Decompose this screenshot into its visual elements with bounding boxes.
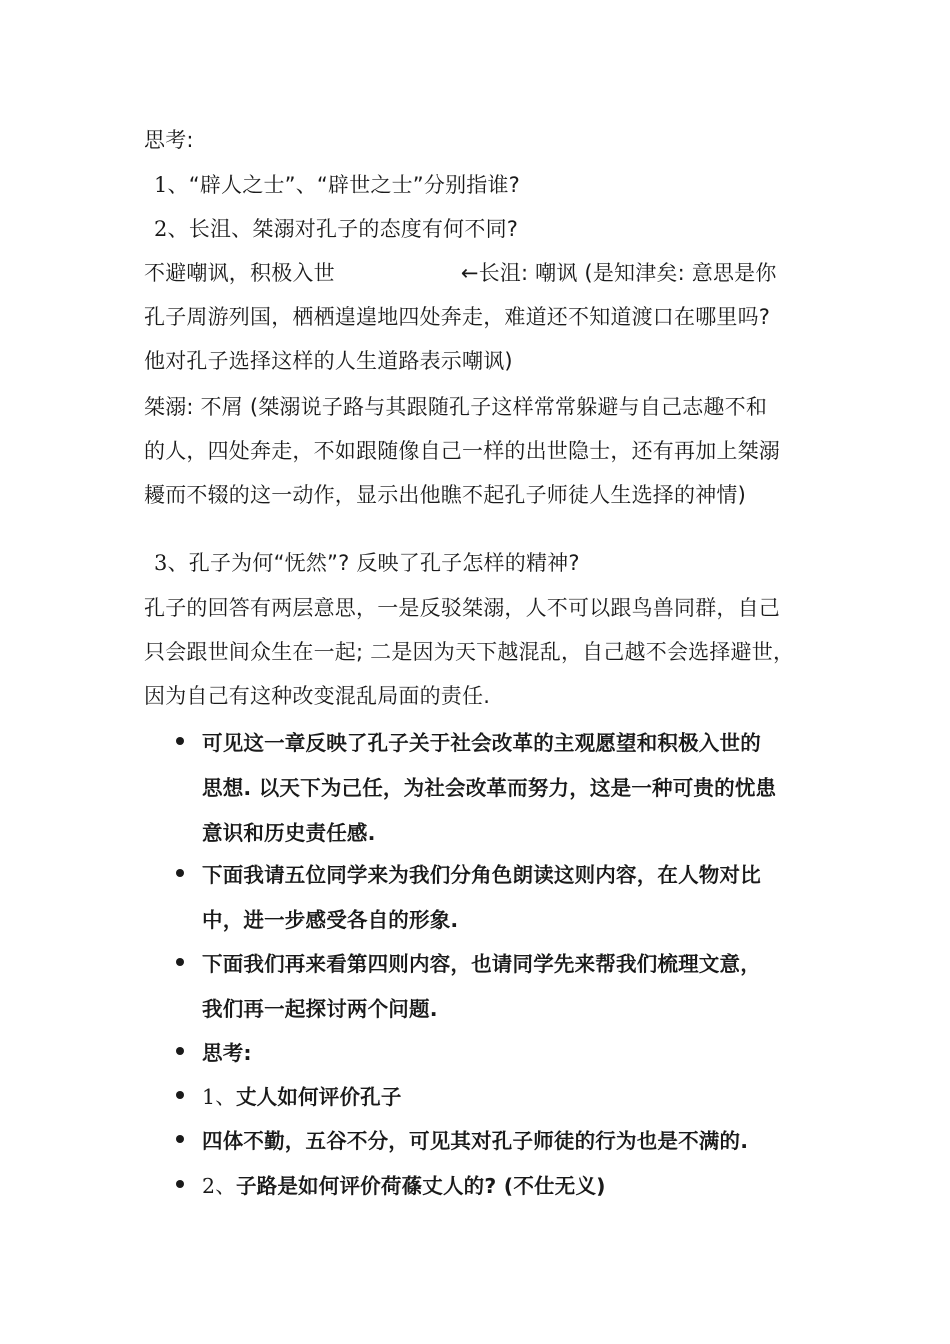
answer-3-line-3: 因为自己有这种改变混乱局面的责任. xyxy=(144,684,491,708)
bullet-line: 下面我请五位同学来为我们分角色朗读这则内容，在人物对比 xyxy=(202,863,761,887)
bullet-number: 1、 xyxy=(202,1085,236,1109)
answer-2-line-5: 的人，四处奔走，不如跟随像自己一样的出世隐士，还有再加上桀溺 xyxy=(144,439,780,463)
bullet-line xyxy=(202,1080,402,1110)
bullet-line: 下面我们再来看第四则内容，也请同学先来帮我们梳理文意， xyxy=(202,952,761,976)
answer-3-line-2: 只会跟世间众生在一起; 二是因为天下越混乱，自己越不会选择避世， xyxy=(144,640,795,664)
answer-2-line-4: 桀溺: 不屑 (桀溺说子路与其跟随孔子这样常常躲避与自己志趣不和 xyxy=(144,395,768,419)
question-2-number: 2、 xyxy=(154,217,189,241)
answer-2-line-1-left: 不避嘲讽，积极入世 xyxy=(144,261,335,285)
question-2-text: 长沮、桀溺对孔子的态度有何不同? xyxy=(188,217,519,241)
answer-2-line-1 xyxy=(144,258,777,288)
bullet-dot xyxy=(176,1091,184,1099)
bullet-line: 四体不勤，五谷不分，可见其对孔子师徒的行为也是不满的. xyxy=(202,1129,749,1153)
bullet-line: 思想. 以天下为己任，为社会改革而努力，这是一种可贵的忧患 xyxy=(202,776,777,800)
bullet-line: 中，进一步感受各自的形象. xyxy=(202,908,459,932)
bullet-dot xyxy=(176,1047,184,1055)
think-heading: 思考: xyxy=(144,128,194,152)
bullet-dot xyxy=(176,958,184,966)
bullet-line: 意识和历史责任感. xyxy=(202,821,376,845)
answer-3-line-1: 孔子的回答有两层意思，一是反驳桀溺，人不可以跟鸟兽同群，自己 xyxy=(144,596,780,620)
bullet-line-text: 子路是如何评价荷蓧丈人的? (不仕无义) xyxy=(235,1174,606,1198)
bullet-dot xyxy=(176,1180,184,1188)
bullet-dot xyxy=(176,869,184,877)
bullet-dot xyxy=(176,1135,184,1143)
answer-2-line-1-right: ←长沮: 嘲讽 (是知津矣: 意思是你 xyxy=(460,261,777,285)
answer-2-line-6: 耰而不辍的这一动作，显示出他瞧不起孔子师徒人生选择的神情) xyxy=(144,483,746,507)
question-3-number: 3、 xyxy=(154,551,189,575)
bullet-line: 可见这一章反映了孔子关于社会改革的主观愿望和积极入世的 xyxy=(202,731,761,755)
bullet-line xyxy=(202,1169,606,1199)
bullet-number: 2、 xyxy=(202,1174,236,1198)
question-1 xyxy=(154,170,520,200)
bullet-line-text: 丈人如何评价孔子 xyxy=(235,1085,402,1109)
question-3 xyxy=(154,548,580,578)
answer-2-line-3: 他对孔子选择这样的人生道路表示嘲讽) xyxy=(144,349,513,373)
question-1-text: “辟人之士”、“辟世之士”分别指谁? xyxy=(188,173,521,197)
bullet-line: 思考: xyxy=(202,1041,252,1065)
answer-2-line-2: 孔子周游列国，栖栖遑遑地四处奔走，难道还不知道渡口在哪里吗? xyxy=(144,305,771,329)
bullet-dot xyxy=(176,737,184,745)
bullet-line: 我们再一起探讨两个问题. xyxy=(202,997,438,1021)
question-1-number: 1、 xyxy=(154,173,189,197)
question-3-text: 孔子为何“怃然”? 反映了孔子怎样的精神? xyxy=(188,551,580,575)
question-2 xyxy=(154,214,518,244)
